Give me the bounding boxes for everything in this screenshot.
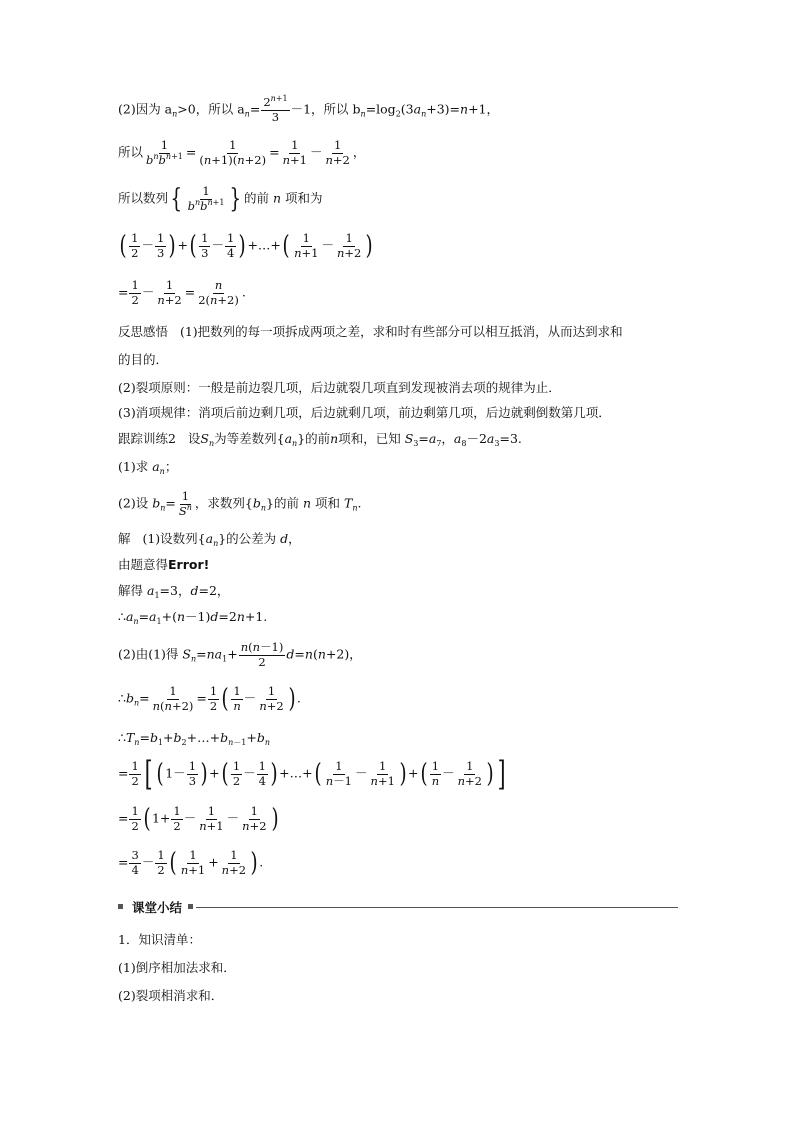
part2-line2: 所以 $\frac{1}{b^nb^{n+1}}$ = $\frac{1}{(n+1)(n+2)}$ = $\frac{1}{n+1}$ － $\frac{1}{n+2}$ ， bbox=[118, 138, 366, 167]
reflection-p1-end: 的目的． bbox=[118, 352, 169, 367]
part2-line1: (2)因为 $a_n>0$，所以 $a_n=$ $\frac{2^{n+1}}{3}$ －1，所以 $b_n=\log_2(3a_n+3)=n+1$， bbox=[118, 94, 500, 124]
text: }的前 bbox=[266, 495, 299, 511]
solution-line2 bbox=[118, 557, 209, 572]
text: (2)由(1)得 bbox=[118, 646, 179, 662]
solution-label: 解 bbox=[118, 531, 131, 546]
text: 项和 bbox=[315, 495, 341, 511]
text: ，所以 a bbox=[195, 101, 245, 117]
text: }的前 bbox=[297, 431, 331, 446]
solution-line9: = $\frac{1}{2}$ ( 1+ $\frac{1}{2}$ － $\frac{1}{n+1}$ － $\frac{1}{n+2}$ ) bbox=[118, 804, 279, 834]
text: 所以数列 bbox=[118, 190, 169, 206]
text: (2)设 bbox=[118, 495, 149, 511]
square-bullet-icon bbox=[188, 904, 193, 909]
reflection-p2: (2)裂项原则：一般是前边裂几项，后边就裂几项直到发现被消去项的规律为止． bbox=[118, 380, 561, 395]
text: 项和，已知 bbox=[338, 431, 401, 446]
solution-line4: $\therefore a_n=a_1+(n-1)d=2n+1$. bbox=[118, 609, 268, 626]
reflection-line1 bbox=[118, 324, 623, 339]
part2-line4: ( $\frac{1}{2}$ － $\frac{1}{3}$ ) +( $\frac{1}{3}$ － $\frac{1}{4}$ ) +…+( $\frac{1}{n+1}$ － $\frac{1}{n+2}$ ) bbox=[119, 231, 373, 261]
text: (2)裂项相消求和． bbox=[118, 988, 224, 1003]
text: 的前 bbox=[243, 190, 269, 206]
reflection-line3 bbox=[118, 380, 561, 395]
reflection-line4 bbox=[118, 405, 611, 420]
solution-line8: = $\frac{1}{2}$ [ ( 1－ $\frac{1}{3}$ ) +( $\frac{1}{2}$ － $\frac{1}{4}$ ) +…+( $\frac{1}{n-1}$ － $\frac{1}{n+1}$ ) +( $\frac{1}{n}$ － $\frac{1}{n+2}$ ) ] bbox=[118, 754, 506, 794]
error-text: Error! bbox=[168, 557, 210, 572]
solution-line1: 解 (1)设数列$\{a_n\}$的公差为 d， bbox=[118, 531, 301, 548]
text: 解得 bbox=[118, 583, 144, 598]
part2-line5: = $\frac{1}{2}$ － $\frac{1}{n+2}$ = $\frac{n}{2(n+2)}$ . bbox=[118, 278, 246, 307]
text: 所以 bbox=[118, 144, 144, 160]
solution-line3: 解得 $a_1=3$，d=2， bbox=[118, 583, 230, 600]
exercise-q1: (1)求 $a_n$； bbox=[118, 459, 178, 476]
text: ，所以 b bbox=[311, 101, 361, 117]
solution-line7: $\therefore T_n=b_1+b_2+\dots+b_{n-1}+b_n$ bbox=[118, 730, 271, 747]
text: ，求数列{ bbox=[194, 495, 253, 511]
reflection-p3: (3)消项规律：消项后前边剩几项，后边就剩几项，前边剩第几项，后边就剩倒数第几项． bbox=[118, 405, 611, 420]
text: 设 bbox=[187, 431, 201, 446]
exercise-label: 跟踪训练2 bbox=[118, 431, 176, 446]
divider bbox=[196, 907, 678, 908]
text: 由题意得 bbox=[118, 557, 169, 572]
section-title: 课堂小结 bbox=[132, 900, 183, 915]
solution-line5: (2)由(1)得 $S_n=na_1+$ $\frac{n(n-1)}{2}$ d=n(n+2)， bbox=[118, 640, 362, 669]
summary-item2 bbox=[118, 960, 236, 975]
summary-section-header bbox=[118, 899, 678, 917]
exercise-q2: (2)设 $b_n=$ $\frac{1}{S^n}$ ，求数列$\{b_n\}$的前 n 项和 $T_n$. bbox=[118, 489, 362, 518]
text: 项和为 bbox=[285, 190, 323, 206]
solution-line10: = $\frac{3}{4}$ － $\frac{1}{2}$ ( $\frac{1}{n+1}$ + $\frac{1}{n+2}$ ) . bbox=[118, 848, 264, 878]
summary-item1 bbox=[118, 932, 201, 947]
solution-line6: $\therefore b_n=$ $\frac{1}{n(n+2)}$ = $\frac{1}{2}$ ( $\frac{1}{n}$ － $\frac{1}{n+2}$ ) . bbox=[118, 684, 301, 714]
text: (1)设数列{ bbox=[142, 531, 206, 546]
text: (1)倒序相加法求和． bbox=[118, 960, 236, 975]
reflection-p1: (1)把数列的每一项拆成两项之差，求和时有些部分可以相互抵消，从而达到求和 bbox=[179, 324, 623, 339]
reflection-line2 bbox=[118, 352, 168, 367]
square-bullet-icon bbox=[118, 904, 123, 909]
text: }的公差为 bbox=[218, 531, 277, 546]
text: (1)求 bbox=[118, 459, 149, 474]
reflection-label: 反思感悟 bbox=[118, 324, 169, 339]
text: 为等差数列{ bbox=[214, 431, 285, 446]
summary-item3 bbox=[118, 988, 223, 1003]
text: 1．知识清单： bbox=[118, 932, 201, 947]
part2-line3: 所以数列{ $\frac{1}{b^nb^{n+1}}$ } 的前 n 项和为 bbox=[118, 184, 323, 214]
exercise-line1: 跟踪训练2 设$S_n$为等差数列$\{a_n\}$的前n项和，已知 $S_3=a_7$，$a_8-2a_3=3$. bbox=[118, 431, 522, 448]
text: (2)因为 a bbox=[118, 101, 173, 117]
